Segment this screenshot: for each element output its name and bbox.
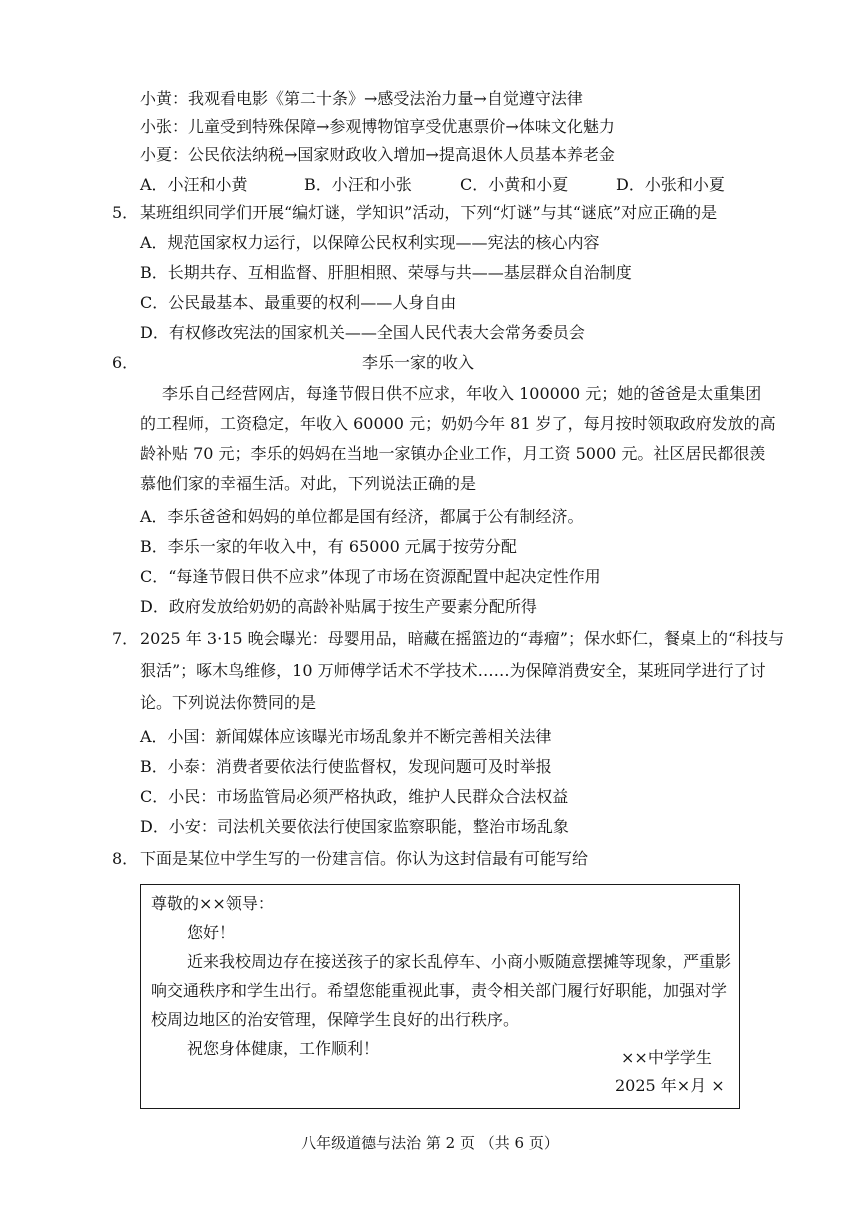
q7-option-c: C．小民：市场监管局必须严格执政，维护人民群众合法权益 xyxy=(140,787,569,806)
q6-passage-title: 李乐一家的收入 xyxy=(362,353,475,372)
q5-stem: 某班组织同学们开展“编灯谜，学知识”活动，下列“灯谜”与其“谜底”对应正确的是 xyxy=(140,203,718,222)
letter-box xyxy=(140,884,740,1109)
q4-option-c: C．小黄和小夏 xyxy=(460,175,569,194)
q4-option-d: D．小张和小夏 xyxy=(616,175,725,194)
q5-option-b: B．长期共存、互相监督、肝胆相照、荣辱与共——基层群众自治制度 xyxy=(140,263,632,282)
q7-stem-line-1: 2025 年 3·15 晚会曝光：母婴用品，暗藏在摇篮边的“毒瘤”；保水虾仁，餐桌上的“科技与 xyxy=(140,629,785,648)
q6-passage-line-2: 的工程师，工资稳定，年收入 60000 元；奶奶今年 81 岁了，每月按时领取政府发放的高 xyxy=(140,414,776,433)
letter-signature: ××中学学生 xyxy=(621,1048,712,1067)
q4-option-b: B．小汪和小张 xyxy=(304,175,412,194)
q6-number: 6． xyxy=(112,353,139,372)
letter-salutation: 尊敬的××领导： xyxy=(151,894,274,913)
letter-body-line-1: 近来我校周边存在接送孩子的家长乱停车、小商小贩随意摆摊等现象，严重影 xyxy=(187,952,732,971)
q5-option-a: A．规范国家权力运行，以保障公民权利实现——宪法的核心内容 xyxy=(140,233,600,252)
letter-greeting: 您好！ xyxy=(187,923,236,942)
q6-option-d: D．政府发放给奶奶的高龄补贴属于按生产要素分配所得 xyxy=(140,597,537,616)
q5-number: 5． xyxy=(112,203,139,222)
q4-statement-huang: 小黄：我观看电影《第二十条》→感受法治力量→自觉遵守法律 xyxy=(140,89,583,108)
q4-options xyxy=(140,174,760,196)
letter-closing: 祝您身体健康，工作顺利！ xyxy=(187,1039,380,1058)
q6-option-a: A．李乐爸爸和妈妈的单位都是国有经济，都属于公有制经济。 xyxy=(140,507,584,526)
q8-number: 8． xyxy=(112,849,139,868)
letter-body-line-3: 校周边地区的治安管理，保障学生良好的出行秩序。 xyxy=(151,1010,520,1029)
letter-body-line-2: 响交通秩序和学生出行。希望您能重视此事，责令相关部门履行好职能，加强对学 xyxy=(151,981,728,1000)
page-footer: 八年级道德与法治 第 2 页 （共 6 页） xyxy=(301,1134,559,1152)
q4-statement-zhang: 小张：儿童受到特殊保障→参观博物馆享受优惠票价→体味文化魅力 xyxy=(140,117,615,136)
q5-option-d: D．有权修改宪法的国家机关——全国人民代表大会常务委员会 xyxy=(140,323,585,342)
q8-stem: 下面是某位中学生写的一份建言信。你认为这封信最有可能写给 xyxy=(140,849,589,868)
q7-stem-line-3: 论。下列说法你赞同的是 xyxy=(140,693,317,712)
q7-number: 7． xyxy=(112,629,139,648)
q7-option-a: A．小国：新闻媒体应该曝光市场乱象并不断完善相关法律 xyxy=(140,727,552,746)
q7-option-b: B．小泰：消费者要依法行使监督权，发现问题可及时举报 xyxy=(140,757,552,776)
q6-option-c: C．“每逢节假日供不应求”体现了市场在资源配置中起决定性作用 xyxy=(140,567,601,586)
q7-option-d: D．小安：司法机关要依法行使国家监察职能，整治市场乱象 xyxy=(140,817,569,836)
letter-date: 2025 年×月 × xyxy=(615,1076,725,1095)
q6-option-b: B．李乐一家的年收入中，有 65000 元属于按劳分配 xyxy=(140,537,517,556)
q6-passage-line-4: 慕他们家的幸福生活。对此，下列说法正确的是 xyxy=(140,474,477,493)
q6-passage-line-1: 李乐自己经营网店，每逢节假日供不应求，年收入 100000 元；她的爸爸是太重集团 xyxy=(162,384,762,403)
q5-option-c: C．公民最基本、最重要的权利——人身自由 xyxy=(140,293,457,312)
q4-option-a: A．小汪和小黄 xyxy=(140,175,248,194)
q6-passage-line-3: 龄补贴 70 元；李乐的妈妈在当地一家镇办企业工作，月工资 5000 元。社区居民都很羡 xyxy=(140,444,766,463)
q4-statement-xia: 小夏：公民依法纳税→国家财政收入增加→提高退休人员基本养老金 xyxy=(140,145,615,164)
q7-stem-line-2: 狠活”；啄木鸟维修，10 万师傅学话术不学技术……为保障消费安全，某班同学进行了讨 xyxy=(140,661,766,680)
